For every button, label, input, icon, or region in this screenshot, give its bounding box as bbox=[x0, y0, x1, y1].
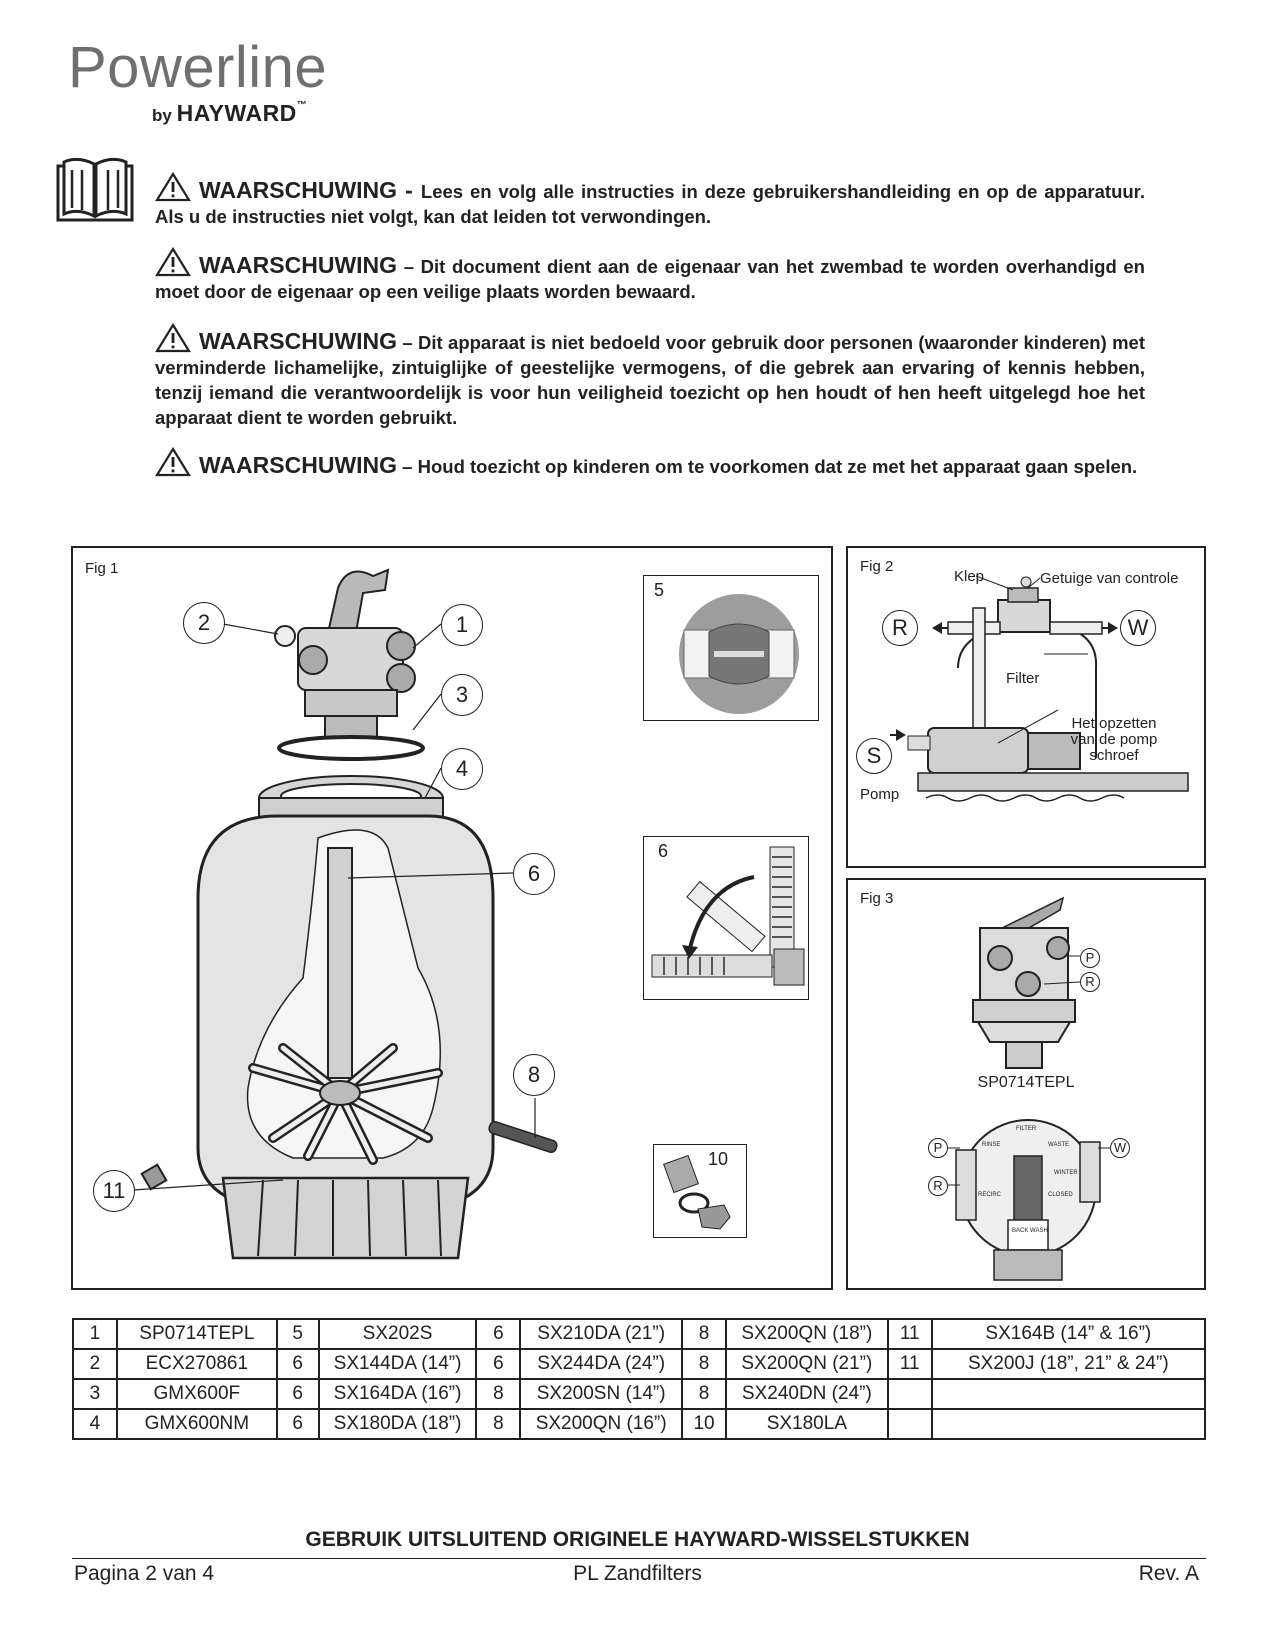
fig3-p-callout-side: P bbox=[1080, 948, 1100, 968]
table-row bbox=[73, 1409, 1205, 1439]
fig2-klep-label: Klep bbox=[954, 568, 985, 585]
part-code-cell: SX202S bbox=[319, 1319, 477, 1349]
part-number-cell: 6 bbox=[277, 1409, 319, 1439]
fig2-filter-label: Filter bbox=[1006, 670, 1040, 687]
part-code-cell: GMX600NM bbox=[117, 1409, 277, 1439]
table-row bbox=[73, 1379, 1205, 1409]
callout-6: 6 bbox=[513, 853, 555, 895]
part-code-cell: SX200QN (18”) bbox=[726, 1319, 888, 1349]
warning-title: WAARSCHUWING bbox=[199, 177, 398, 203]
part-number-cell: 8 bbox=[476, 1379, 520, 1409]
warning-1 bbox=[155, 172, 1145, 229]
part-code-cell: SX164DA (16”) bbox=[319, 1379, 477, 1409]
warning-triangle-icon bbox=[155, 172, 191, 202]
footer-note: GEBRUIK UITSLUITEND ORIGINELE HAYWARD-WISSELSTUKKEN bbox=[305, 1528, 970, 1551]
inset-5 bbox=[643, 575, 819, 721]
warning-title: WAARSCHUWING bbox=[199, 452, 398, 478]
fig2-waste-callout: W bbox=[1120, 610, 1156, 646]
screw-line-2: van de pomp bbox=[1070, 731, 1158, 748]
warning-title: WAARSCHUWING bbox=[199, 252, 398, 278]
sand-basket-illustration bbox=[644, 576, 818, 720]
figure-2-label: Fig 2 bbox=[860, 558, 894, 575]
fig3-model-label: SP0714TEPL bbox=[977, 1074, 1075, 1091]
warning-text: Houd toezicht op kinderen om te voorkomen dat ze met het apparaat gaan spelen. bbox=[417, 456, 1138, 477]
inset-6-label: 6 bbox=[658, 841, 669, 861]
figure-1 bbox=[71, 546, 833, 1290]
dial-filter: FILTER bbox=[1016, 1126, 1037, 1132]
inset-10 bbox=[653, 1144, 747, 1238]
figure-1-label: Fig 1 bbox=[85, 560, 119, 577]
parts-table bbox=[72, 1318, 1206, 1440]
brand-byline bbox=[152, 100, 307, 127]
part-number-cell: 8 bbox=[476, 1409, 520, 1439]
part-code-cell: SX144DA (14”) bbox=[319, 1349, 477, 1379]
table-row bbox=[73, 1349, 1205, 1379]
fig3-r-callout-top: R bbox=[928, 1176, 948, 1196]
screw-line-1: Het opzetten bbox=[1071, 715, 1157, 732]
warning-triangle-icon bbox=[155, 323, 191, 353]
dial-backwash: BACK WASH bbox=[1012, 1228, 1048, 1234]
warning-sep: - bbox=[397, 177, 421, 203]
part-number-cell: 2 bbox=[73, 1349, 117, 1379]
byline-by: by bbox=[152, 106, 172, 125]
doc-title: PL Zandfilters bbox=[573, 1562, 702, 1585]
manual-book-icon bbox=[56, 156, 134, 222]
warning-title: WAARSCHUWING bbox=[199, 328, 398, 354]
part-number-cell: 8 bbox=[682, 1349, 726, 1379]
callout-2: 2 bbox=[183, 602, 225, 644]
part-code-cell: SX164B (14” & 16”) bbox=[932, 1319, 1205, 1349]
dial-recirc: RECIRC bbox=[978, 1192, 1002, 1198]
part-code-cell: SP0714TEPL bbox=[117, 1319, 277, 1349]
warning-sep: – bbox=[397, 332, 419, 353]
fig3-p-callout-top: P bbox=[928, 1138, 948, 1158]
part-code-cell: GMX600F bbox=[117, 1379, 277, 1409]
warning-triangle-icon bbox=[155, 247, 191, 277]
part-code-cell: SX200J (18”, 21” & 24”) bbox=[932, 1349, 1205, 1379]
warning-triangle-icon bbox=[155, 447, 191, 477]
callout-3: 3 bbox=[441, 674, 483, 716]
fig2-screw-label bbox=[1044, 716, 1184, 764]
figure-3-label: Fig 3 bbox=[860, 890, 894, 907]
part-number-cell: 6 bbox=[277, 1379, 319, 1409]
fig2-suction-callout: S bbox=[856, 738, 892, 774]
part-number-cell: 8 bbox=[682, 1379, 726, 1409]
inset-10-label: 10 bbox=[708, 1149, 729, 1169]
part-code-cell: SX180LA bbox=[726, 1409, 888, 1439]
warning-3 bbox=[155, 323, 1145, 430]
dial-waste: WASTE bbox=[1048, 1142, 1070, 1148]
part-code-cell: SX180DA (18”) bbox=[319, 1409, 477, 1439]
callout-1: 1 bbox=[441, 604, 483, 646]
dial-closed: CLOSED bbox=[1048, 1192, 1073, 1198]
callout-8: 8 bbox=[513, 1054, 555, 1096]
part-number-cell: 6 bbox=[476, 1319, 520, 1349]
part-number-cell bbox=[888, 1409, 932, 1439]
inset-5-label: 5 bbox=[654, 580, 665, 600]
callout-4: 4 bbox=[441, 748, 483, 790]
warning-sep: – bbox=[397, 256, 421, 277]
drain-plug-illustration bbox=[654, 1145, 746, 1237]
part-code-cell: SX200QN (16”) bbox=[520, 1409, 682, 1439]
brand-logo: Powerline bbox=[68, 35, 328, 100]
fig3-r-callout-side: R bbox=[1080, 972, 1100, 992]
part-number-cell: 1 bbox=[73, 1319, 117, 1349]
part-code-cell: SX210DA (21”) bbox=[520, 1319, 682, 1349]
revision: Rev. A bbox=[1138, 1562, 1199, 1585]
fig2-return-callout: R bbox=[882, 610, 918, 646]
part-code-cell: SX200SN (14”) bbox=[520, 1379, 682, 1409]
callout-11: 11 bbox=[93, 1170, 135, 1212]
part-number-cell: 11 bbox=[888, 1349, 932, 1379]
byline-tm: ™ bbox=[296, 100, 307, 111]
table-row bbox=[73, 1319, 1205, 1349]
part-code-cell: SX240DN (24”) bbox=[726, 1379, 888, 1409]
part-code-cell: ECX270861 bbox=[117, 1349, 277, 1379]
lateral-install-illustration bbox=[644, 837, 808, 999]
part-number-cell: 6 bbox=[277, 1349, 319, 1379]
part-number-cell: 3 bbox=[73, 1379, 117, 1409]
fig3-w-callout-top: W bbox=[1110, 1138, 1130, 1158]
part-number-cell: 6 bbox=[476, 1349, 520, 1379]
part-code-cell: SX200QN (21”) bbox=[726, 1349, 888, 1379]
inset-6 bbox=[643, 836, 809, 1000]
warning-text: Lees en volg alle instructies in deze gebruikershandleiding en op de apparatuur. Als u de instructies niet volgt, kan dat leiden tot verwondingen. bbox=[155, 181, 1145, 227]
part-number-cell: 5 bbox=[277, 1319, 319, 1349]
warning-sep: – bbox=[397, 456, 418, 477]
part-number-cell: 8 bbox=[682, 1319, 726, 1349]
part-number-cell bbox=[888, 1379, 932, 1409]
warning-2 bbox=[155, 247, 1145, 304]
part-code-cell: SX244DA (24”) bbox=[520, 1349, 682, 1379]
part-code-cell bbox=[932, 1379, 1205, 1409]
byline-maker: HAYWARD bbox=[176, 100, 297, 126]
figure-2 bbox=[846, 546, 1206, 868]
footer-divider bbox=[72, 1558, 1206, 1559]
fig2-pomp-label: Pomp bbox=[860, 786, 900, 803]
dial-rinse: RINSE bbox=[982, 1142, 1001, 1148]
dial-winter: WINTER bbox=[1054, 1170, 1078, 1176]
warning-text: Dit apparaat is niet bedoeld voor gebruik door personen (waaronder kinderen) met verminderde lichamelijke, zintuiglijke of geestelijke vermogens, of die gebrek aan ervaring of kennis hebben, tenzij iemand die verantwoordelijk is voor hun veiligheid toezicht op hen houdt of hen heeft uitgelegd hoe het apparaat dient te worden gebruikt. bbox=[155, 332, 1145, 428]
fig2-gauge-label: Getuige van controle bbox=[1040, 570, 1179, 587]
warning-4 bbox=[155, 447, 1145, 479]
page-number: Pagina 2 van 4 bbox=[74, 1562, 215, 1585]
warning-text: Dit document dient aan de eigenaar van het zwembad te worden overhandigd en moet door de eigenaar op een veilige plaats worden bewaard. bbox=[155, 256, 1145, 302]
part-number-cell: 10 bbox=[682, 1409, 726, 1439]
figure-3 bbox=[846, 878, 1206, 1290]
part-number-cell: 4 bbox=[73, 1409, 117, 1439]
screw-line-3: schroef bbox=[1089, 747, 1139, 764]
pump-filter-plumbing-diagram bbox=[848, 548, 1204, 866]
part-number-cell: 11 bbox=[888, 1319, 932, 1349]
part-code-cell bbox=[932, 1409, 1205, 1439]
